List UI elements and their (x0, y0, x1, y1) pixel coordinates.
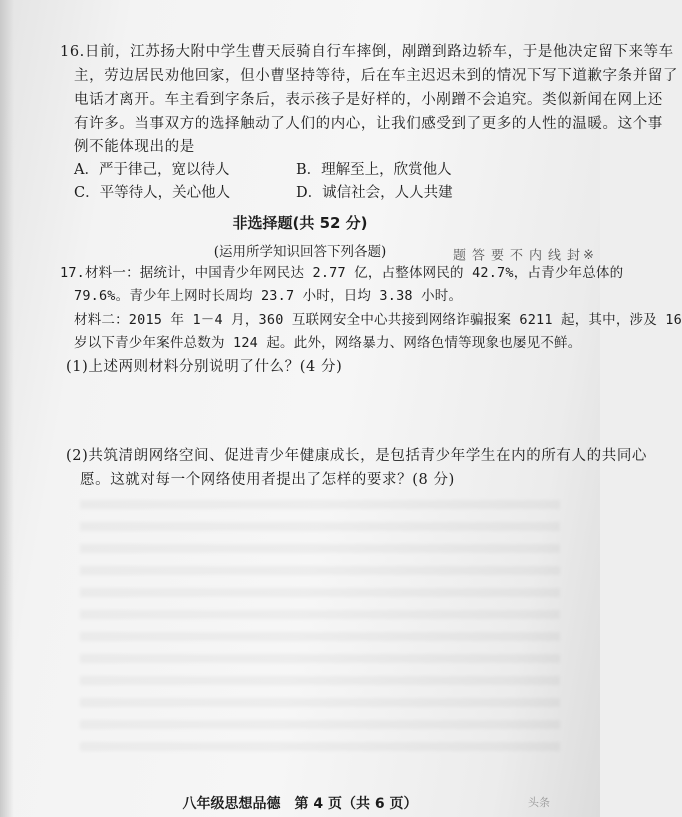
page-edge-shadow (0, 0, 14, 817)
side-char-6: 要 (488, 248, 503, 261)
show-through-text (80, 500, 560, 760)
side-char-7: 答 (469, 248, 484, 261)
page-footer: 八年级思想品德 第 4 页（共 6 页） (182, 796, 418, 812)
q17-material1-line-2: 79.6%。青少年上网时长周均 23.7 小时，日均 3.38 小时。 (74, 288, 463, 304)
side-char-5: 不 (507, 248, 522, 261)
q17-subquestion-2-line-2: 愿。这就对每一个网络使用者提出了怎样的要求？(8 分) (80, 472, 455, 488)
q16-line-1: 16.日前，江苏扬大附中学生曹天辰骑自行车摔倒，剐蹭到路边轿车，于是他决定留下来等车 (60, 44, 674, 60)
section-subtitle: (运用所学知识回答下列各题) (213, 244, 387, 260)
section-title: 非选择题(共 52 分) (232, 214, 368, 232)
side-char-1: ※ (581, 248, 596, 263)
q16-option-a: A．严于律己，宽以待人 (74, 162, 230, 178)
q17-material2-line-2: 岁以下青少年案件总数为 124 起。此外，网络暴力、网络色情等现象也屡见不鲜。 (74, 335, 582, 351)
side-char-2: 封 (564, 248, 579, 261)
q16-option-d: D．诚信社会，人人共建 (296, 185, 453, 201)
q16-option-c: C．平等待人，关心他人 (74, 185, 231, 201)
q17-subquestion-1: (1)上述两则材料分别说明了什么？(4 分) (66, 359, 343, 375)
side-char-4: 内 (526, 248, 541, 261)
side-char-3: 线 (545, 248, 560, 261)
watermark: 头条 (528, 796, 550, 809)
q16-line-3: 电话才离开。车主看到字条后，表示孩子是好样的，小剐蹭不会追究。类似新闻在网上还 (74, 92, 663, 108)
q16-option-b: B．理解至上，欣赏他人 (296, 162, 452, 178)
q17-subquestion-2-line-1: (2)共筑清朗网络空间、促进青少年健康成长，是包括青少年学生在内的所有人的共同心 (66, 448, 648, 464)
binding-margin-notice (450, 248, 596, 296)
q16-line-2: 主，劳边居民劝他回家，但小曹坚持等待，后在车主迟迟未到的情况下写下道歉字条并留了 (74, 68, 678, 84)
side-char-8: 题 (450, 248, 465, 261)
q16-line-5: 例不能体现出的是 (74, 139, 195, 155)
q16-line-4: 有许多。当事双方的选择触动了人们的内心，让我们感受到了更多的人性的温暖。这个事 (74, 116, 663, 132)
q17-material1-line-1: 17.材料一：据统计，中国青少年网民达 2.77 亿，占整体网民的 42.7%，占青少年总体的 (60, 265, 624, 281)
q17-material2-line-1: 材料二：2015 年 1－4 月，360 互联网安全中心共接到网络诈骗报案 6211 起，其中，涉及 16 (74, 312, 682, 328)
